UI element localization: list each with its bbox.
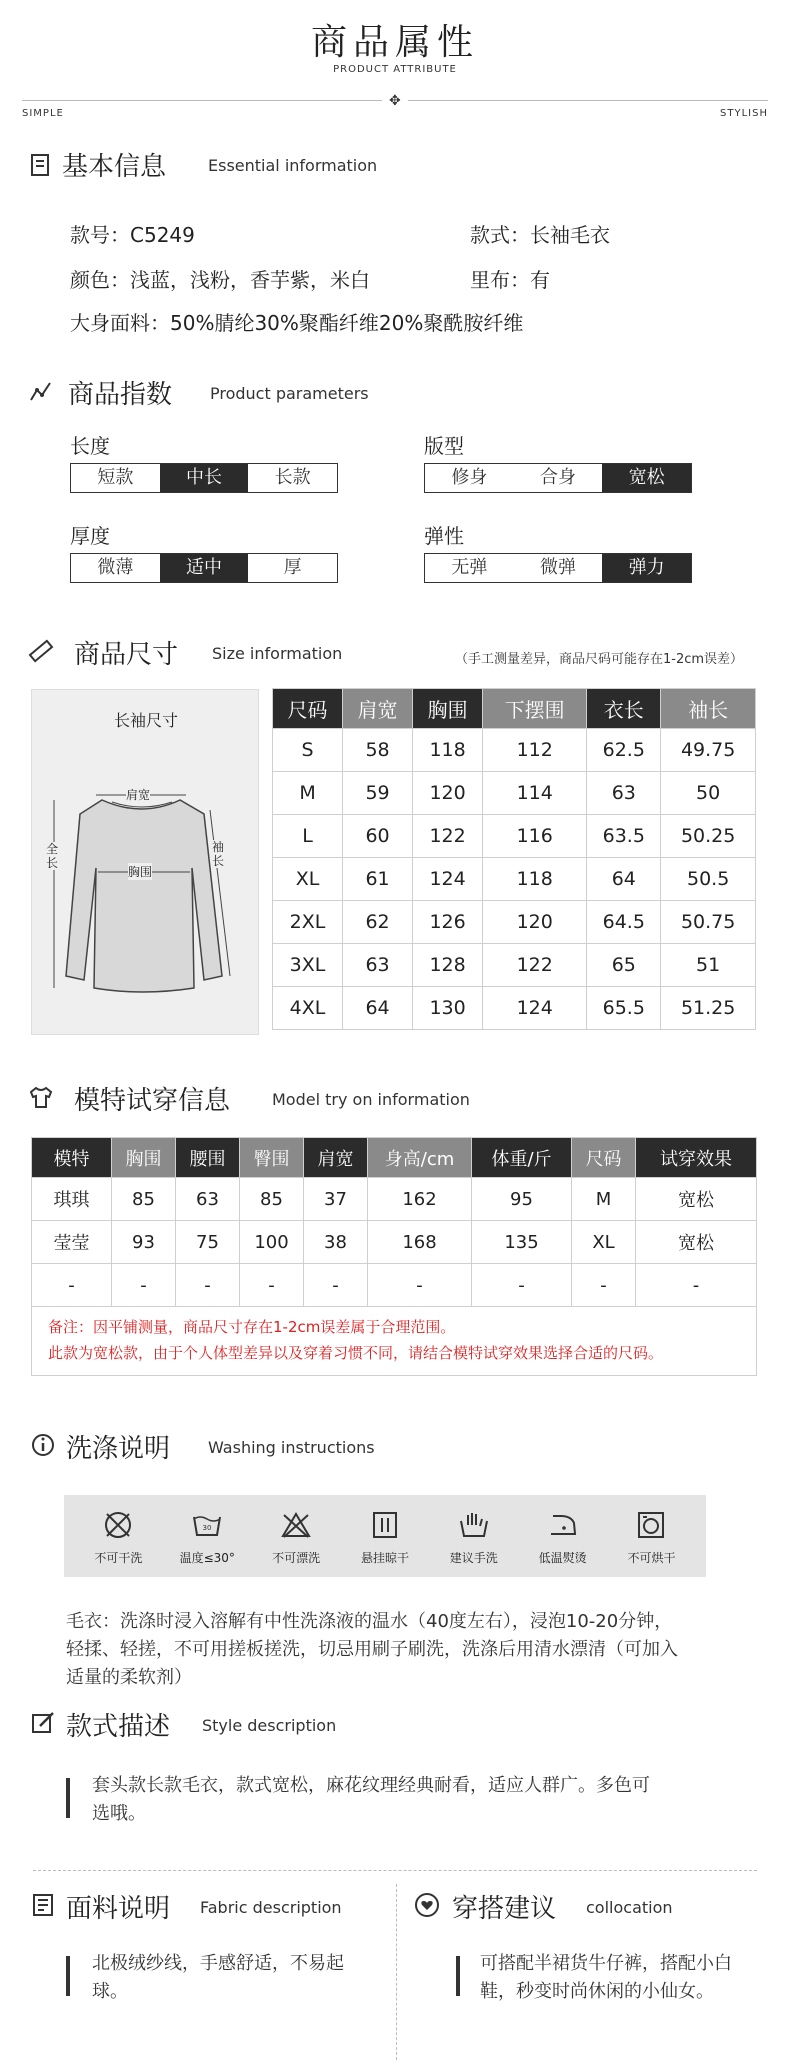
elasticity-option: 无弹 [451,557,488,578]
fit-option: 修身 [451,467,488,488]
model-cell: 63 [176,1178,240,1221]
model-cell: - [636,1264,757,1307]
page-title: 商品属性 [310,22,479,63]
size-cell: 51 [661,944,756,987]
size-row [273,815,756,858]
section-subtitle-washing: Washing instructions [208,1438,375,1457]
care-label: 温度≤30° [179,1551,235,1565]
model-cell: 95 [472,1178,572,1221]
fit-selector [424,463,692,493]
model-cell: - [176,1264,240,1307]
fabric-line-1: 北极绒纱线，手感舒适，不易起 [92,1953,344,1974]
care-item [523,1503,603,1577]
care-label: 不可干洗 [94,1551,143,1565]
model-cell: - [472,1264,572,1307]
length-selector [70,463,338,493]
section-title-params: 商品指数 [68,380,173,410]
size-cell: 118 [483,858,587,901]
size-cell: 114 [483,772,587,815]
size-cell: 58 [343,729,413,772]
label-sleeve: 袖长 [212,840,225,868]
care-item [78,1503,158,1577]
style-type: 款式：长袖毛衣 [470,223,610,247]
section-subtitle-basic: Essential information [208,156,378,175]
size-cell: 50.75 [661,901,756,944]
section-title-size: 商品尺寸 [74,640,179,670]
size-cell: 64.5 [587,901,661,944]
size-cell: 124 [483,987,587,1030]
model-cell: 93 [112,1221,176,1264]
style-accent-bar [66,1778,70,1818]
size-cell: 2XL [273,901,343,944]
model-header: 腰围 [176,1138,240,1178]
color-info: 颜色：浅蓝，浅粉，香芋紫，米白 [70,268,370,292]
size-cell: XL [273,858,343,901]
length-label: 长度 [70,434,110,458]
model-note-1: 备注：因平铺测量，商品尺寸存在1-2cm误差属于合理范围。 [48,1318,456,1336]
model-cell: - [572,1264,636,1307]
divider-ornament-icon: ✥ [389,93,401,109]
model-cell: 宽松 [636,1178,757,1221]
model-header: 臀围 [240,1138,304,1178]
size-cell: 51.25 [661,987,756,1030]
tag-stylish: STYLISH [720,108,768,119]
model-header: 肩宽 [304,1138,368,1178]
fabric-line-2: 球。 [92,1981,128,2002]
size-cell: 62.5 [587,729,661,772]
size-diagram [31,689,259,1035]
care-label: 建议手洗 [449,1551,498,1565]
diagram-title: 长袖尺寸 [113,711,178,730]
washing-line-3: 适量的柔软剂） [66,1667,192,1688]
size-cell: 59 [343,772,413,815]
label-length: 全长 [46,842,59,870]
elasticity-option-selected: 弹力 [602,554,691,582]
washing-icons-panel [64,1495,706,1577]
fit-option: 合身 [540,467,576,488]
vertical-divider [396,1884,397,2060]
model-cell: 135 [472,1221,572,1264]
length-option: 短款 [97,467,134,488]
section-subtitle-model: Model try on information [272,1090,470,1109]
size-cell: 63 [587,772,661,815]
info-icon [30,1432,56,1458]
style-line-2: 选哦。 [92,1803,146,1824]
thickness-label: 厚度 [70,524,110,548]
care-item [167,1503,247,1577]
size-cell: 64 [587,858,661,901]
model-note-2: 此款为宽松款，由于个人体型差异以及穿着习惯不同，请结合模特试穿效果选择合适的尺码。 [48,1344,664,1362]
model-cell: 168 [368,1221,472,1264]
divider-left [22,100,382,101]
section-title-basic: 基本信息 [62,152,167,182]
trend-icon [28,378,54,404]
section-subtitle-match: collocation [586,1898,673,1917]
wash-30-icon [191,1509,223,1541]
model-row [32,1264,757,1307]
size-cell: 120 [483,901,587,944]
size-header: 袖长 [661,689,756,729]
care-label: 低温熨烫 [538,1551,587,1565]
model-cell: 37 [304,1178,368,1221]
section-subtitle-params: Product parameters [210,384,369,403]
size-table [272,688,756,1030]
model-cell: - [112,1264,176,1307]
size-cell: 4XL [273,987,343,1030]
care-item [256,1503,336,1577]
model-header: 胸围 [112,1138,176,1178]
care-label: 悬挂晾干 [360,1551,409,1565]
shirt-icon [28,1084,54,1110]
size-cell: 122 [413,815,483,858]
size-cell: S [273,729,343,772]
model-cell: 琪琪 [32,1178,112,1221]
model-cell: 38 [304,1221,368,1264]
size-cell: 65.5 [587,987,661,1030]
size-header: 胸围 [413,689,483,729]
elasticity-option: 微弹 [540,557,576,578]
size-header: 肩宽 [343,689,413,729]
model-note-box [31,1306,757,1376]
elasticity-label: 弹性 [424,524,464,548]
care-item [611,1503,691,1577]
no-bleach-icon [280,1509,312,1541]
care-item [434,1503,514,1577]
thickness-option: 微薄 [97,557,134,578]
model-cell: - [32,1264,112,1307]
fabric-icon [30,1892,56,1918]
heart-icon [414,1892,440,1918]
washing-line-2: 轻揉、轻搓，不可用搓板搓洗，切忌用刷子刷洗，洗涤后用清水漂清（可加入 [66,1639,678,1660]
edit-icon [30,1710,56,1736]
size-cell: 126 [413,901,483,944]
size-header: 尺码 [273,689,343,729]
section-subtitle-size: Size information [212,644,343,663]
size-row [273,901,756,944]
fabric-description [92,1950,382,2006]
model-cell: 85 [240,1178,304,1221]
model-row [32,1221,757,1264]
size-cell: 50 [661,772,756,815]
size-cell: 120 [413,772,483,815]
size-cell: 128 [413,944,483,987]
size-row [273,944,756,987]
fit-label: 版型 [424,434,464,458]
size-cell: 63.5 [587,815,661,858]
model-cell: 莹莹 [32,1221,112,1264]
size-row [273,772,756,815]
model-row [32,1178,757,1221]
size-note: （手工测量差异，商品尺码可能存在1-2cm误差） [455,652,744,667]
document-icon [28,152,54,178]
match-description [480,1950,770,2006]
label-shoulder: 肩宽 [126,788,151,802]
model-cell: M [572,1178,636,1221]
thickness-option-selected: 适中 [160,554,249,582]
size-cell: 62 [343,901,413,944]
size-cell: 116 [483,815,587,858]
care-label: 不可烘干 [627,1551,676,1565]
hand-wash-icon [458,1509,490,1541]
style-line-1: 套头款长款毛衣，款式宽松，麻花纹理经典耐看，适应人群广。多色可 [92,1775,650,1796]
style-number: 款号：C5249 [70,223,195,247]
model-cell: XL [572,1221,636,1264]
low-iron-icon [547,1509,579,1541]
length-option: 长款 [274,467,311,488]
model-cell: 162 [368,1178,472,1221]
size-cell: 61 [343,858,413,901]
model-cell: 85 [112,1178,176,1221]
lining-info: 里布：有 [470,268,550,292]
model-header: 体重/斤 [472,1138,572,1178]
section-title-fabric: 面料说明 [66,1894,171,1924]
svg-text:30: 30 [202,1524,212,1532]
size-row [273,987,756,1030]
care-label: 不可漂洗 [272,1551,321,1565]
size-cell: M [273,772,343,815]
section-subtitle-fabric: Fabric description [200,1898,342,1917]
no-dry-clean-icon [102,1509,134,1541]
thickness-selector [70,553,338,583]
section-title-washing: 洗涤说明 [66,1434,171,1464]
size-cell: 112 [483,729,587,772]
section-title-match: 穿搭建议 [452,1894,557,1924]
size-header: 下摆围 [483,689,587,729]
divider-right [408,100,768,101]
section-title-model: 模特试穿信息 [74,1086,231,1116]
dashed-divider [33,1870,757,1871]
model-cell: - [368,1264,472,1307]
model-cell: - [240,1264,304,1307]
size-header: 衣长 [587,689,661,729]
tag-simple: SIMPLE [22,108,64,119]
model-header: 试穿效果 [636,1138,757,1178]
fabric-accent-bar [66,1956,70,1996]
size-row [273,729,756,772]
model-header: 模特 [32,1138,112,1178]
fit-option-selected: 宽松 [602,464,691,492]
size-cell: 64 [343,987,413,1030]
sweater-outline-icon [32,740,260,1030]
care-item [345,1503,425,1577]
match-line-2: 鞋，秒变时尚休闲的小仙女。 [480,1981,714,2002]
ruler-icon [28,638,54,664]
size-cell: L [273,815,343,858]
model-cell: - [304,1264,368,1307]
size-cell: 122 [483,944,587,987]
section-title-style: 款式描述 [66,1712,171,1742]
size-cell: 130 [413,987,483,1030]
size-cell: 49.75 [661,729,756,772]
length-option-selected: 中长 [160,464,249,492]
washing-line-1: 毛衣：洗涤时浸入溶解有中性洗涤液的温水（40度左右），浸泡10-20分钟， [66,1611,673,1632]
section-subtitle-style: Style description [202,1716,337,1735]
no-tumble-dry-icon [635,1509,667,1541]
page-subtitle: PRODUCT ATTRIBUTE [333,64,457,75]
size-row [273,858,756,901]
model-cell: 宽松 [636,1221,757,1264]
fabric-info: 大身面料：50%腈纶30%聚酯纤维20%聚酰胺纤维 [70,311,524,335]
washing-instructions [66,1608,726,1692]
style-description [92,1772,732,1828]
size-cell: 60 [343,815,413,858]
size-cell: 50.25 [661,815,756,858]
size-cell: 118 [413,729,483,772]
thickness-option: 厚 [283,557,302,578]
match-accent-bar [456,1956,460,1996]
model-table [31,1137,757,1307]
label-chest: 胸围 [128,865,153,879]
size-cell: 3XL [273,944,343,987]
elasticity-selector [424,553,692,583]
size-cell: 63 [343,944,413,987]
model-header: 尺码 [572,1138,636,1178]
model-header: 身高/cm [368,1138,472,1178]
model-cell: 100 [240,1221,304,1264]
match-line-1: 可搭配半裙货牛仔裤，搭配小白 [480,1953,732,1974]
size-cell: 124 [413,858,483,901]
size-cell: 65 [587,944,661,987]
size-cell: 50.5 [661,858,756,901]
hang-dry-icon [369,1509,401,1541]
model-cell: 75 [176,1221,240,1264]
